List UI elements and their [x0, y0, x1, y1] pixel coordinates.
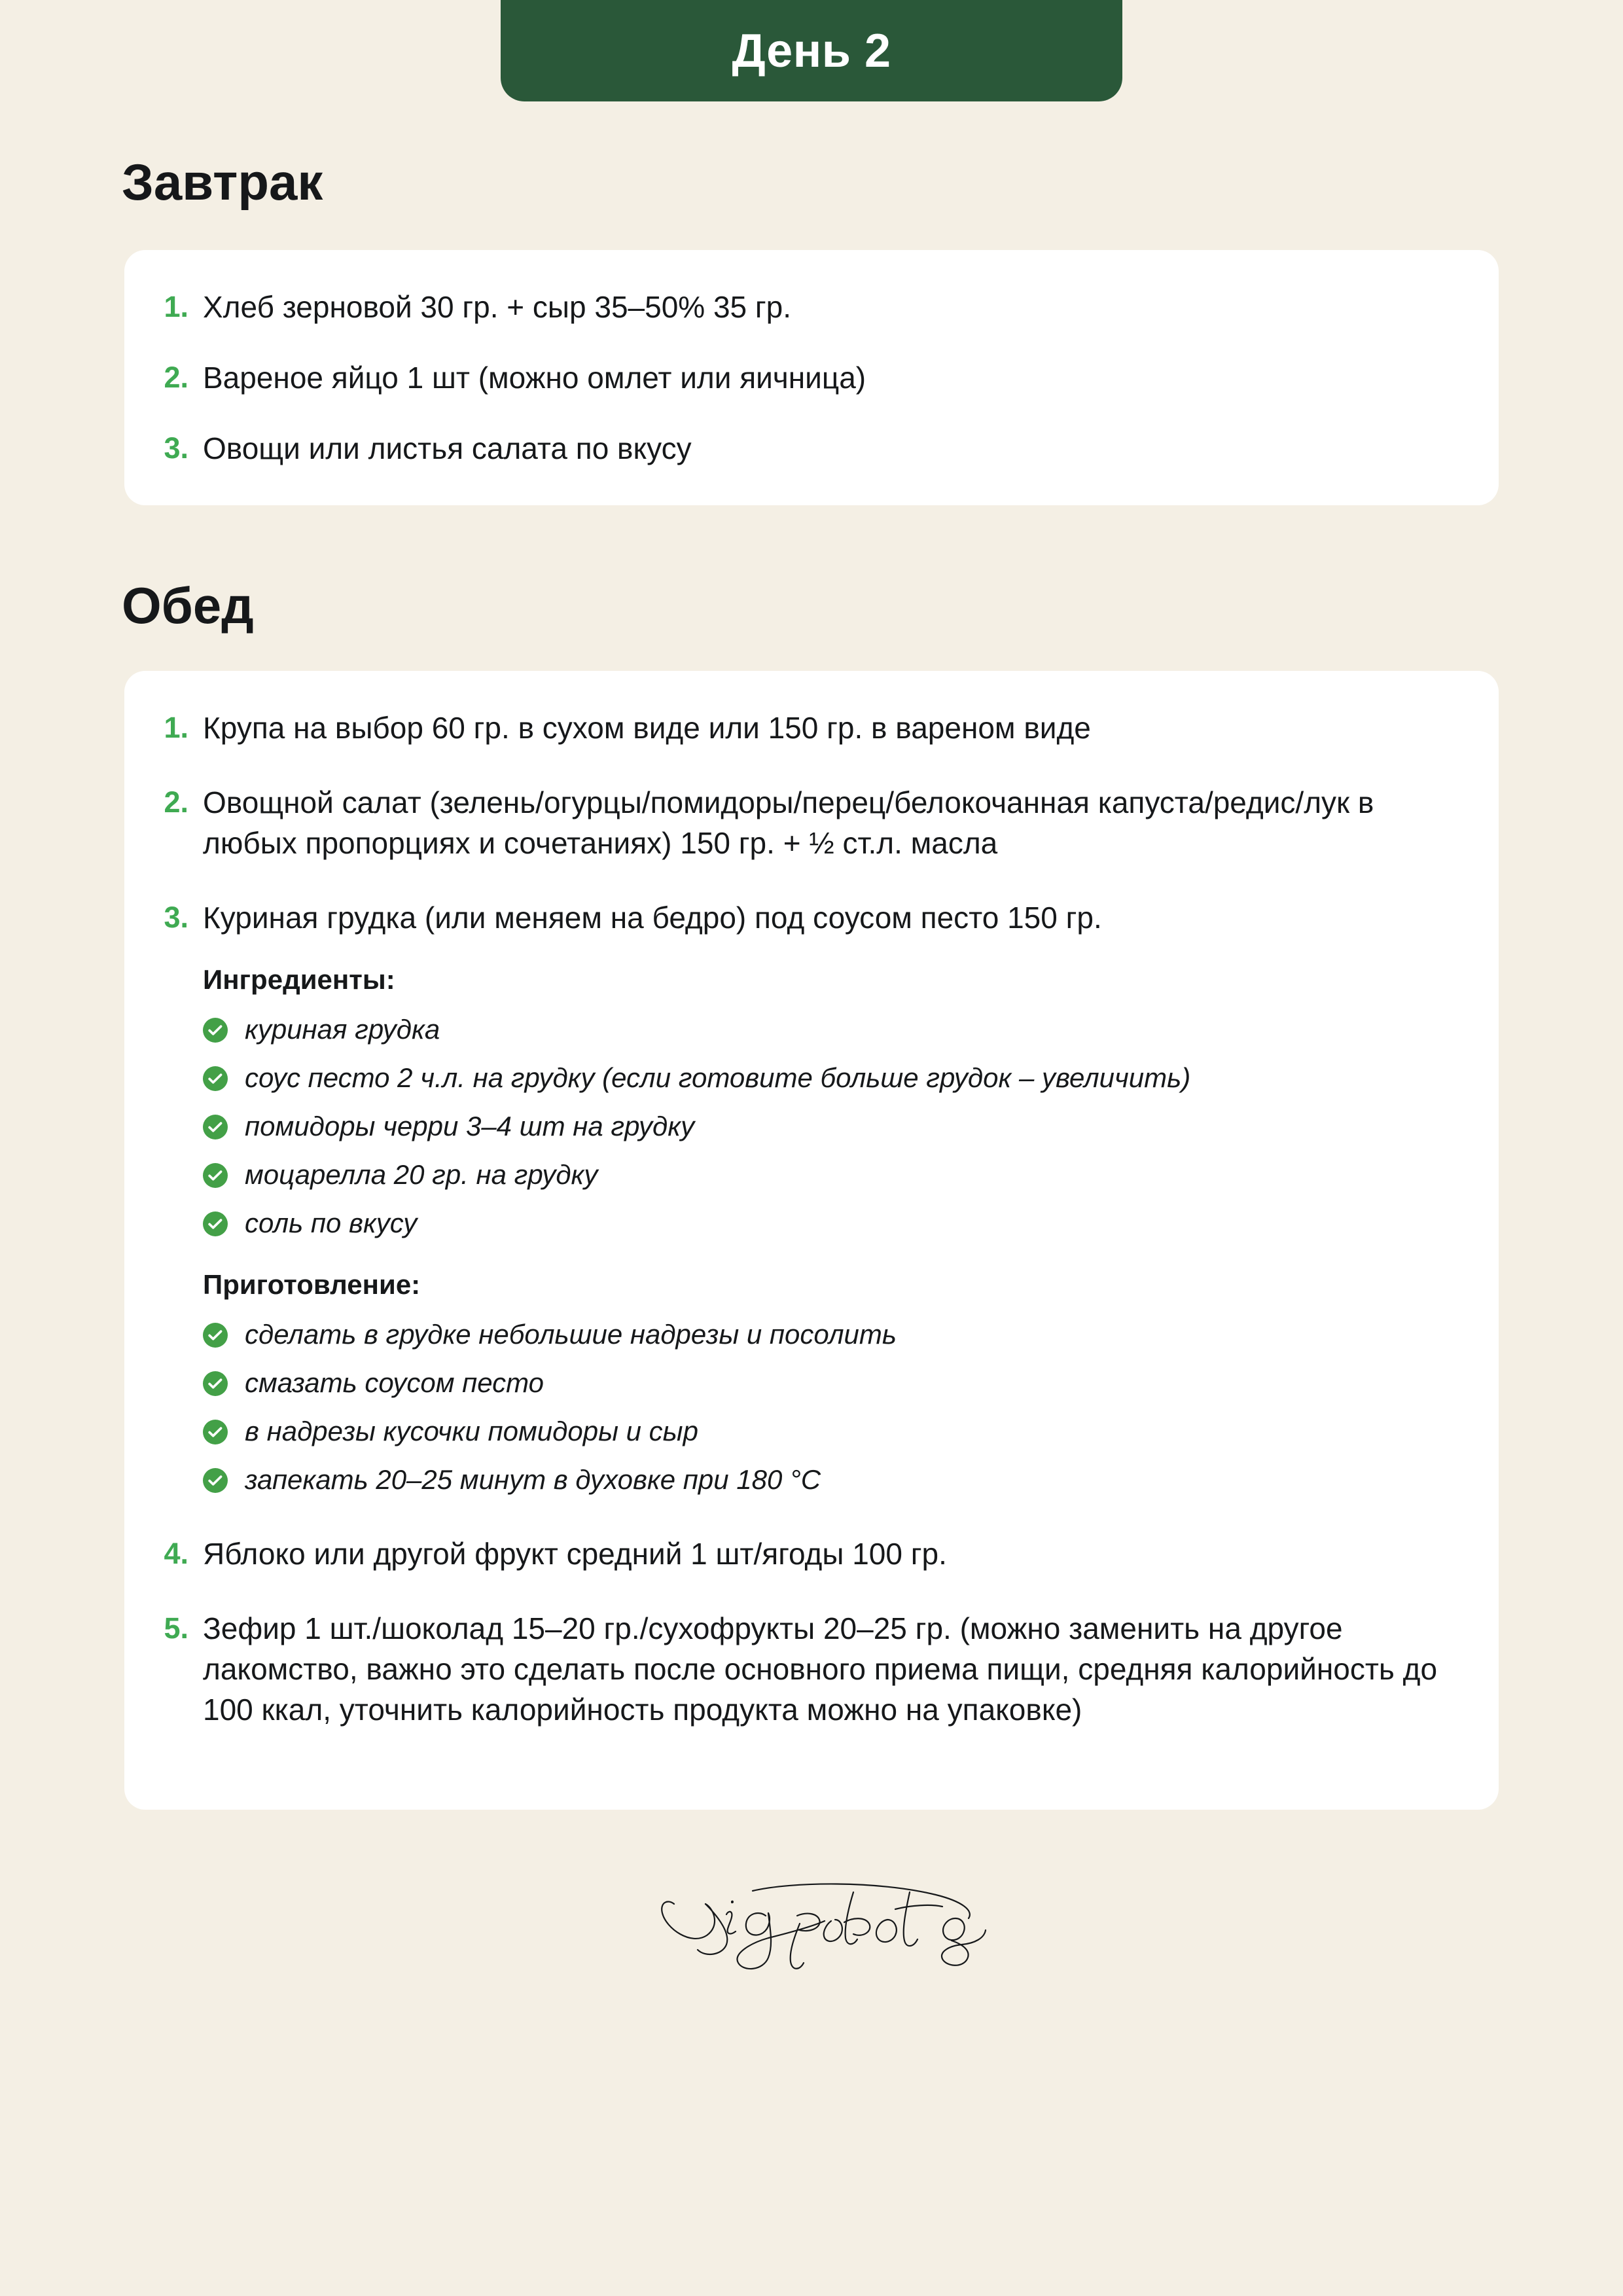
- list-item: [203, 1363, 1453, 1403]
- check-circle-icon: [203, 1211, 228, 1236]
- signature-script-icon: [628, 1873, 995, 1990]
- list-item-number: 1.: [164, 290, 188, 323]
- list-item: [145, 357, 1453, 398]
- check-circle-icon: [203, 1420, 228, 1444]
- list-item: [203, 1107, 1453, 1146]
- list-item-text: Вареное яйцо 1 шт (можно омлет или яичница): [203, 361, 866, 395]
- list-item-number: 5.: [164, 1611, 188, 1645]
- check-circle-icon: [203, 1371, 228, 1396]
- list-item: [145, 897, 1453, 1499]
- section-lunch: [0, 505, 1623, 1810]
- list-item: [203, 1155, 1453, 1194]
- list-item-text: помидоры черри 3–4 шт на грудку: [245, 1111, 695, 1141]
- lunch-card: [124, 671, 1499, 1810]
- section-breakfast: [0, 101, 1623, 505]
- check-circle-icon: [203, 1115, 228, 1139]
- list-item-number: 3.: [164, 901, 188, 934]
- list-item-text: запекать 20–25 минут в духовке при 180 °C: [245, 1464, 821, 1495]
- list-item: [145, 1608, 1453, 1730]
- list-item-body: [203, 1608, 1453, 1730]
- list-item: [203, 1010, 1453, 1049]
- list-item: [145, 1534, 1453, 1574]
- list-item-number: 2.: [164, 785, 188, 819]
- check-circle-icon: [203, 1163, 228, 1188]
- list-item-text: соль по вкусу: [245, 1208, 418, 1238]
- check-circle-icon: [203, 1018, 228, 1043]
- list-item: [145, 782, 1453, 863]
- list-item: [203, 1460, 1453, 1499]
- breakfast-list: [145, 287, 1453, 469]
- list-item-text: Крупа на выбор 60 гр. в сухом виде или 150 гр. в вареном виде: [203, 711, 1091, 745]
- signature-watermark: [0, 1873, 1623, 1990]
- list-item-text: смазать соусом песто: [245, 1367, 544, 1398]
- list-item-number: 4.: [164, 1537, 188, 1570]
- list-item-text: Хлеб зерновой 30 гр. + сыр 35–50% 35 гр.: [203, 290, 792, 324]
- ingredients-title: Ингредиенты:: [203, 964, 395, 995]
- list-item-text: Яблоко или другой фрукт средний 1 шт/ягоды 100 гр.: [203, 1537, 947, 1571]
- list-item-number: 2.: [164, 361, 188, 394]
- list-item-text: в надрезы кусочки помидоры и сыр: [245, 1416, 698, 1446]
- lunch-list: [145, 708, 1453, 1730]
- preparation-list: [203, 1315, 1453, 1499]
- day-badge: День 2: [501, 0, 1122, 101]
- list-item: [145, 708, 1453, 748]
- list-item-body: [203, 782, 1453, 863]
- list-item-body: [203, 287, 1453, 327]
- document-body: [0, 101, 1623, 1990]
- list-item-text: Овощи или листья салата по вкусу: [203, 431, 692, 465]
- ingredients-block: [203, 964, 1453, 1243]
- section-title-lunch: Обед: [122, 577, 254, 634]
- list-item-text: сделать в грудке небольшие надрезы и посолить: [245, 1319, 897, 1350]
- list-item-body: [203, 357, 1453, 398]
- list-item-body: [203, 897, 1453, 1499]
- list-item: [203, 1412, 1453, 1451]
- list-item: [145, 287, 1453, 327]
- list-item-text: Куриная грудка (или меняем на бедро) под соусом песто 150 гр.: [203, 901, 1102, 935]
- preparation-title: Приготовление:: [203, 1269, 421, 1300]
- list-item: [203, 1315, 1453, 1354]
- list-item-body: [203, 1534, 1453, 1574]
- list-item-text: моцарелла 20 гр. на грудку: [245, 1159, 598, 1190]
- section-title-breakfast: Завтрак: [122, 153, 323, 211]
- check-circle-icon: [203, 1066, 228, 1091]
- list-item: [203, 1204, 1453, 1243]
- list-item-text: куриная грудка: [245, 1014, 440, 1045]
- list-item-number: 1.: [164, 711, 188, 744]
- list-item-text: Зефир 1 шт./шоколад 15–20 гр./сухофрукты 20–25 гр. (можно заменить на другое лакомство, важно это сделать после основного приема пищи, средняя калорийность до 100 ккал, уточнить калорийность продукта можно на упаковке): [203, 1611, 1438, 1727]
- list-item-text: соус песто 2 ч.л. на грудку (если готовите больше грудок – увеличить): [245, 1062, 1191, 1093]
- day-badge-container: [0, 0, 1623, 101]
- list-item-body: [203, 708, 1453, 748]
- ingredients-list: [203, 1010, 1453, 1243]
- breakfast-card: [124, 250, 1499, 505]
- list-item: [203, 1058, 1453, 1098]
- list-item-number: 3.: [164, 431, 188, 465]
- list-item-body: [203, 428, 1453, 469]
- preparation-block: [203, 1269, 1453, 1499]
- list-item: [145, 428, 1453, 469]
- check-circle-icon: [203, 1323, 228, 1348]
- list-item-text: Овощной салат (зелень/огурцы/помидоры/перец/белокочанная капуста/редис/лук в любых пропорциях и сочетаниях) 150 гр. + ½ ст.л. масла: [203, 785, 1374, 860]
- check-circle-icon: [203, 1468, 228, 1493]
